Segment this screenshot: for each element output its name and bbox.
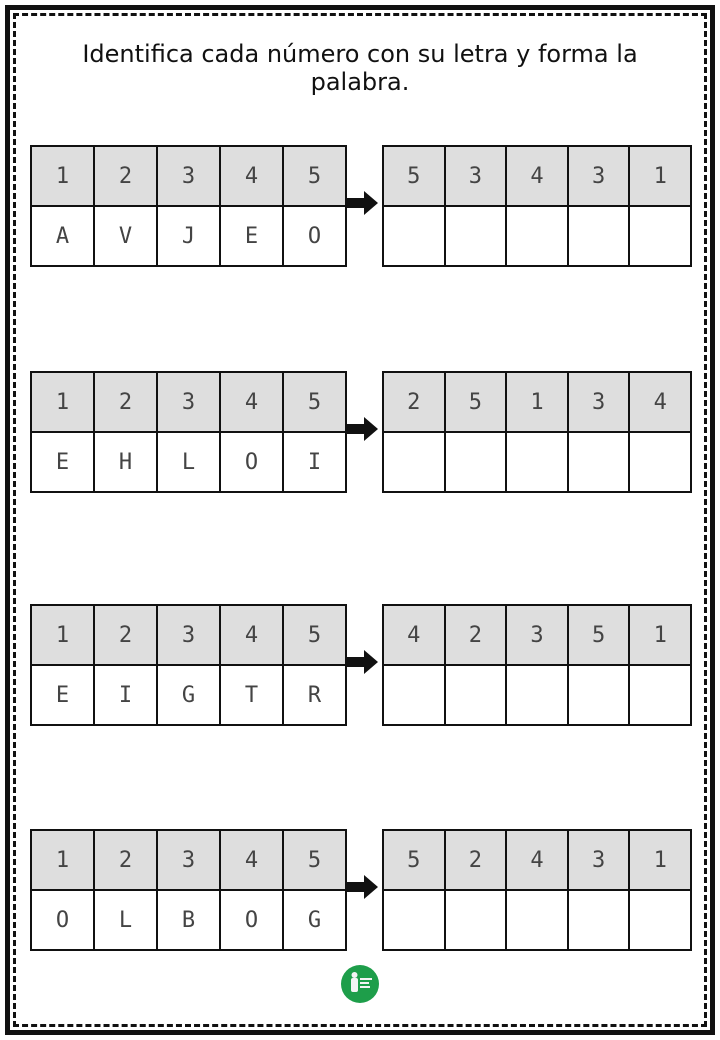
key-letter-cell: O — [31, 890, 94, 950]
exercise-row — [30, 829, 692, 947]
exercise-row — [30, 145, 692, 263]
target-number-cell: 3 — [568, 830, 630, 890]
key-letter-cell: L — [94, 890, 157, 950]
target-number-cell: 2 — [383, 372, 445, 432]
key-letter-cell: I — [94, 665, 157, 725]
key-number-cell: 3 — [157, 372, 220, 432]
exercise-row — [30, 604, 692, 722]
target-number-cell: 4 — [629, 372, 691, 432]
target-number-cell: 3 — [568, 146, 630, 206]
key-letter-cell: O — [220, 890, 283, 950]
answer-table — [382, 829, 692, 951]
target-number-cell: 2 — [445, 830, 507, 890]
answer-cell[interactable] — [568, 890, 630, 950]
answer-table — [382, 604, 692, 726]
answer-cell[interactable] — [445, 206, 507, 266]
answer-cell[interactable] — [568, 665, 630, 725]
key-number-cell: 1 — [31, 830, 94, 890]
key-table — [30, 371, 347, 493]
answer-cell[interactable] — [383, 665, 445, 725]
target-number-cell: 3 — [568, 372, 630, 432]
answer-cell[interactable] — [506, 432, 568, 492]
target-number-cell: 1 — [629, 146, 691, 206]
key-letter-cell: T — [220, 665, 283, 725]
key-number-cell: 3 — [157, 605, 220, 665]
answer-cell[interactable] — [568, 206, 630, 266]
key-number-cell: 2 — [94, 372, 157, 432]
instruction-title: Identifica cada número con su letra y forma la palabra. — [82, 40, 638, 96]
target-number-cell: 1 — [629, 830, 691, 890]
key-number-cell: 5 — [283, 146, 346, 206]
key-number-cell: 4 — [220, 372, 283, 432]
key-letter-cell: R — [283, 665, 346, 725]
key-letter-cell: O — [283, 206, 346, 266]
right-arrow-icon — [344, 415, 380, 443]
target-number-cell: 5 — [445, 372, 507, 432]
answer-cell[interactable] — [383, 890, 445, 950]
key-table — [30, 604, 347, 726]
answer-cell[interactable] — [506, 665, 568, 725]
key-number-cell: 1 — [31, 146, 94, 206]
target-number-cell: 3 — [506, 605, 568, 665]
right-arrow-icon — [344, 648, 380, 676]
key-number-cell: 5 — [283, 372, 346, 432]
key-table — [30, 145, 347, 267]
key-number-cell: 1 — [31, 372, 94, 432]
key-letter-cell: I — [283, 432, 346, 492]
target-number-cell: 5 — [383, 830, 445, 890]
key-number-cell: 1 — [31, 605, 94, 665]
key-number-cell: 4 — [220, 146, 283, 206]
target-number-cell: 1 — [629, 605, 691, 665]
answer-cell[interactable] — [445, 665, 507, 725]
key-number-cell: 4 — [220, 605, 283, 665]
answer-table — [382, 145, 692, 267]
key-letter-cell: O — [220, 432, 283, 492]
key-number-cell: 3 — [157, 146, 220, 206]
answer-cell[interactable] — [629, 206, 691, 266]
target-number-cell: 4 — [506, 146, 568, 206]
answer-cell[interactable] — [568, 432, 630, 492]
key-number-cell: 2 — [94, 146, 157, 206]
target-number-cell: 2 — [445, 605, 507, 665]
target-number-cell: 4 — [506, 830, 568, 890]
key-letter-cell: V — [94, 206, 157, 266]
key-letter-cell: G — [157, 665, 220, 725]
key-number-cell: 3 — [157, 830, 220, 890]
exercise-row — [30, 371, 692, 489]
key-letter-cell: A — [31, 206, 94, 266]
answer-cell[interactable] — [629, 890, 691, 950]
key-letter-cell: E — [31, 665, 94, 725]
brand-logo — [340, 964, 380, 1004]
key-letter-cell: B — [157, 890, 220, 950]
key-number-cell: 5 — [283, 830, 346, 890]
answer-cell[interactable] — [383, 432, 445, 492]
answer-cell[interactable] — [506, 890, 568, 950]
answer-cell[interactable] — [445, 890, 507, 950]
answer-cell[interactable] — [629, 432, 691, 492]
key-letter-cell: H — [94, 432, 157, 492]
target-number-cell: 5 — [383, 146, 445, 206]
key-letter-cell: J — [157, 206, 220, 266]
right-arrow-icon — [344, 189, 380, 217]
answer-cell[interactable] — [445, 432, 507, 492]
target-number-cell: 5 — [568, 605, 630, 665]
answer-table — [382, 371, 692, 493]
target-number-cell: 1 — [506, 372, 568, 432]
key-number-cell: 5 — [283, 605, 346, 665]
key-number-cell: 2 — [94, 830, 157, 890]
target-number-cell: 4 — [383, 605, 445, 665]
key-letter-cell: E — [31, 432, 94, 492]
answer-cell[interactable] — [383, 206, 445, 266]
key-number-cell: 4 — [220, 830, 283, 890]
target-number-cell: 3 — [445, 146, 507, 206]
key-letter-cell: L — [157, 432, 220, 492]
answer-cell[interactable] — [629, 665, 691, 725]
key-table — [30, 829, 347, 951]
key-number-cell: 2 — [94, 605, 157, 665]
answer-cell[interactable] — [506, 206, 568, 266]
right-arrow-icon — [344, 873, 380, 901]
key-letter-cell: E — [220, 206, 283, 266]
key-letter-cell: G — [283, 890, 346, 950]
